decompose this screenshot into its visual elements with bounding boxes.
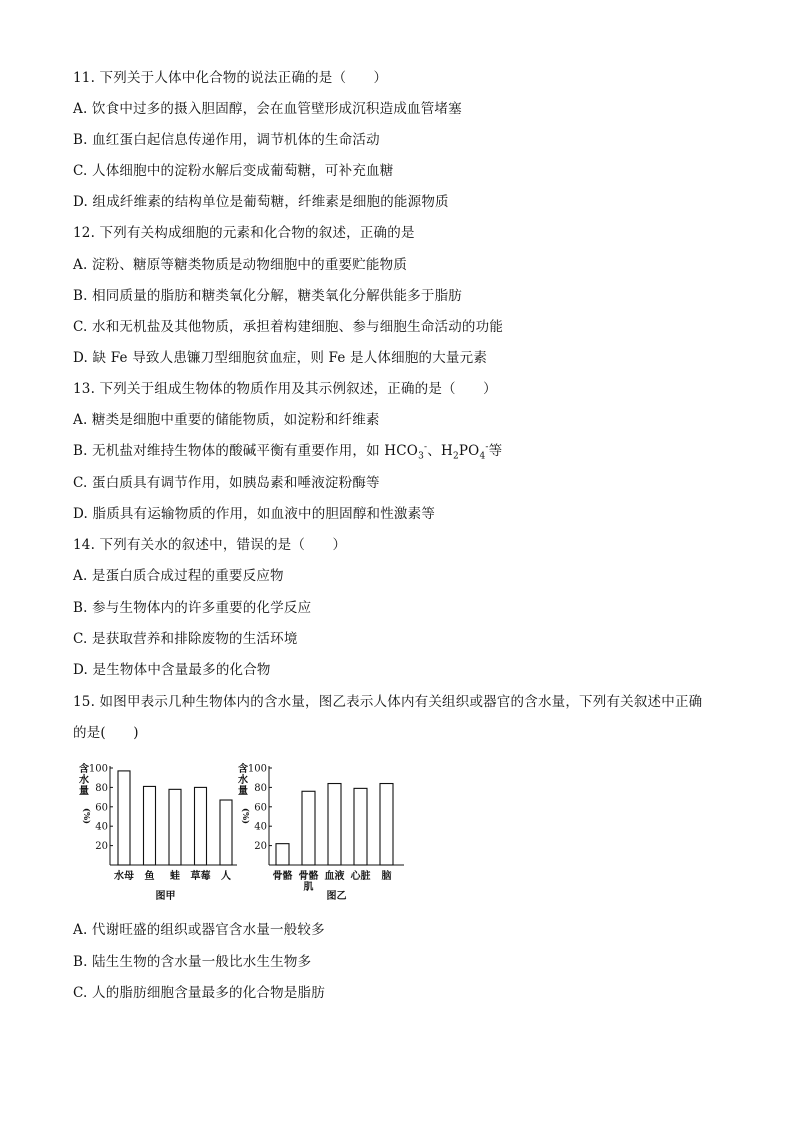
q13-option-b bbox=[73, 439, 502, 462]
chart1-bar bbox=[144, 786, 156, 865]
chart1-y-tick-label: 100 bbox=[88, 763, 108, 775]
q12-option-a: A. 淀粉、糖原等糖类物质是动物细胞中的重要贮能物质 bbox=[73, 257, 408, 273]
po4-subscript: 4 bbox=[479, 451, 486, 462]
q12-option-b: B. 相同质量的脂肪和糖类氧化分解，糖类氧化分解供能多于脂肪 bbox=[73, 288, 463, 304]
q12-option-c: C. 水和无机盐及其他物质，承担着构建细胞、参与细胞生命活动的功能 bbox=[73, 319, 504, 335]
chart1-category-label: 水母 bbox=[114, 871, 134, 882]
chart2-bar bbox=[380, 784, 393, 865]
chart2-category-label: 脑 bbox=[381, 871, 392, 882]
chart2-ylabel-char: 量 bbox=[238, 786, 248, 797]
chart2-y-tick-label: 80 bbox=[254, 782, 267, 794]
h2-subscript: 2 bbox=[452, 451, 459, 462]
chart1-y-tick-label: 40 bbox=[95, 821, 108, 833]
q13-option-b-mid: 、H bbox=[427, 443, 453, 459]
chart1-category-label: 草莓 bbox=[190, 871, 211, 882]
chart1-title: 图甲 bbox=[155, 891, 176, 902]
chart2-category-label: 肌 bbox=[303, 882, 314, 893]
q13-option-c: C. 蛋白质具有调节作用，如胰岛素和唾液淀粉酶等 bbox=[73, 475, 380, 491]
chart1-category-label: 鱼 bbox=[144, 871, 155, 882]
q11-stem: 11. 下列关于人体中化合物的说法正确的是（ ） bbox=[73, 70, 388, 86]
chart2-category-label: 血液 bbox=[324, 871, 345, 882]
hco3-charge: - bbox=[424, 442, 428, 453]
chart2-ylabel-char: 水 bbox=[238, 775, 248, 786]
q11-option-d: D. 组成纤维素的结构单位是葡萄糖，纤维素是细胞的能源物质 bbox=[73, 194, 449, 210]
chart1-category-label: 蛙 bbox=[170, 871, 180, 882]
chart1-category-label: 人 bbox=[221, 871, 231, 882]
chart2-bar bbox=[354, 788, 367, 865]
q15-option-c: C. 人的脂肪细胞含量最多的化合物是脂肪 bbox=[73, 985, 325, 1001]
q14-option-d: D. 是生物体中含量最多的化合物 bbox=[73, 662, 271, 678]
chart1-bar bbox=[220, 800, 232, 865]
chart1-y-tick-label: 60 bbox=[95, 802, 108, 814]
chart2-y-tick-label: 100 bbox=[247, 763, 267, 775]
chart2-category-label: 骨骼 bbox=[298, 871, 319, 882]
q11-option-a: A. 饮食中过多的摄入胆固醇，会在血管壁形成沉积造成血管堵塞 bbox=[73, 101, 462, 117]
chart2-y-tick-label: 60 bbox=[254, 802, 267, 814]
chart1-y-tick-label: 20 bbox=[95, 841, 108, 853]
q13-stem: 13. 下列关于组成生物体的物质作用及其示例叙述，正确的是（ ） bbox=[73, 381, 497, 397]
q11-option-b: B. 血红蛋白起信息传递作用，调节机体的生命活动 bbox=[73, 132, 380, 148]
q13-option-b-text: B. 无机盐对维持生物体的酸碱平衡有重要作用，如 HCO bbox=[73, 443, 419, 459]
chart2-ylabel-unit: (%) bbox=[240, 807, 250, 825]
chart1-ylabel-char: 含 bbox=[79, 764, 89, 775]
q14-option-a: A. 是蛋白质合成过程的重要反应物 bbox=[73, 568, 284, 584]
chart1-y-tick-label: 80 bbox=[95, 782, 108, 794]
chart2-bar bbox=[276, 844, 289, 865]
chart1-bar bbox=[118, 771, 130, 865]
q14-stem: 14. 下列有关水的叙述中，错误的是（ ） bbox=[73, 537, 347, 553]
hco3-subscript: 3 bbox=[418, 451, 425, 462]
q13-option-d: D. 脂质具有运输物质的作用，如血液中的胆固醇和性激素等 bbox=[73, 506, 436, 522]
chart2-y-tick-label: 40 bbox=[254, 821, 267, 833]
q12-stem: 12. 下列有关构成细胞的元素和化合物的叙述，正确的是 bbox=[73, 225, 415, 241]
chart1-ylabel-unit: (%) bbox=[81, 807, 91, 825]
chart1-bar bbox=[169, 789, 181, 865]
q13-option-b-po: PO bbox=[458, 443, 480, 459]
chart2-ylabel-char: 含 bbox=[238, 764, 248, 775]
chart2-category-label: 骨骼 bbox=[272, 871, 293, 882]
q15-option-b: B. 陆生生物的含水量一般比水生生物多 bbox=[73, 954, 312, 970]
chart2-bar bbox=[302, 791, 315, 865]
chart1-ylabel-char: 水 bbox=[79, 775, 89, 786]
q14-option-b: B. 参与生物体内的许多重要的化学反应 bbox=[73, 600, 312, 616]
chart2-title: 图乙 bbox=[326, 891, 347, 902]
q11-option-c: C. 人体细胞中的淀粉水解后变成葡萄糖，可补充血糖 bbox=[73, 163, 394, 179]
chart2-bar bbox=[328, 784, 341, 865]
q13-option-a: A. 糖类是细胞中重要的储能物质，如淀粉和纤维素 bbox=[73, 412, 380, 428]
chart1-ylabel-char: 量 bbox=[79, 786, 89, 797]
po4-charge: - bbox=[485, 442, 489, 453]
q12-option-d: D. 缺 Fe 导致人患镰刀型细胞贫血症，则 Fe 是人体细胞的大量元素 bbox=[73, 350, 488, 366]
chart2-y-tick-label: 20 bbox=[254, 841, 267, 853]
q15-stem-line1: 15. 如图甲表示几种生物体内的含水量，图乙表示人体内有关组织或器官的含水量，下列有关叙述中正确 bbox=[73, 694, 703, 710]
q15-option-a: A. 代谢旺盛的组织或器官含水量一般较多 bbox=[73, 922, 325, 938]
chart1-bar bbox=[195, 787, 207, 865]
water-content-charts bbox=[72, 758, 412, 903]
q14-option-c: C. 是获取营养和排除废物的生活环境 bbox=[73, 631, 298, 647]
q15-stem-line2: 的是( ) bbox=[73, 725, 139, 741]
chart2-category-label: 心脏 bbox=[350, 871, 371, 882]
q13-option-b-end: 等 bbox=[488, 443, 503, 459]
